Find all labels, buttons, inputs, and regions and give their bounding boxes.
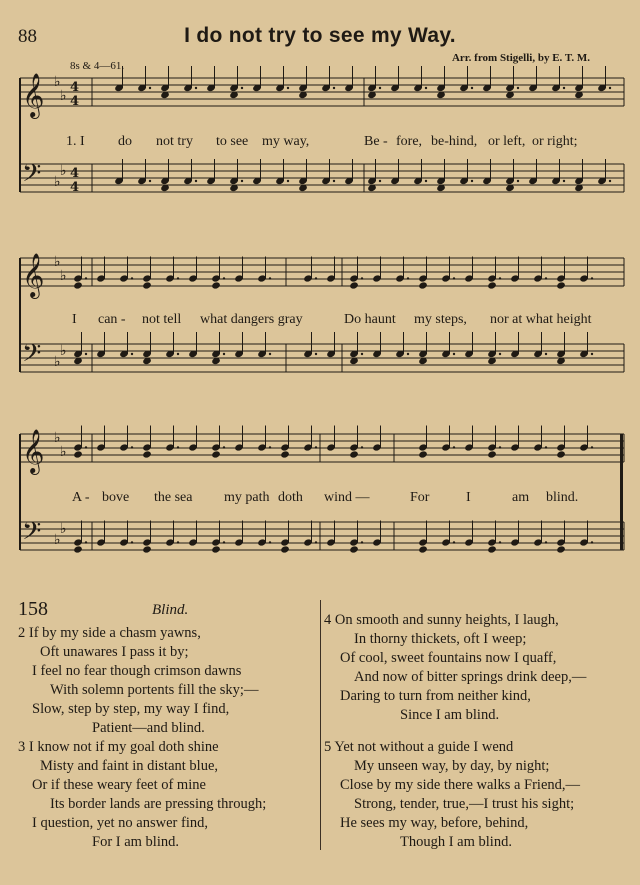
dot [269,277,271,279]
dot [149,180,151,182]
final-bar [620,434,623,550]
flat-sign: ♭ [60,521,67,537]
dot [361,277,363,279]
time-signature-digit: 4 [70,180,80,195]
treble-clef: 𝄞 [22,73,45,117]
dot [407,353,409,355]
dot [131,446,133,448]
verse-4 [324,611,586,725]
lyric-syllable: doth [278,490,303,505]
dot [591,353,593,355]
dot [269,353,271,355]
dot [149,87,151,89]
dot [333,87,335,89]
dot [85,446,87,448]
dot [609,87,611,89]
dot [379,180,381,182]
note-head [142,450,152,458]
note-head [418,545,428,553]
lyric-syllable: not try [156,134,193,149]
verse-line: Patient—and blind. [92,720,205,736]
lyric-syllable: blind. [546,490,579,505]
dot [545,446,547,448]
flat-sign: ♭ [54,74,61,90]
dot [425,180,427,182]
bass-clef: 𝄢 [22,159,42,194]
dot [131,353,133,355]
dot [287,180,289,182]
treble-clef: 𝄞 [22,253,45,297]
note-head [211,450,221,458]
verse-line: My unseen way, by day, by night; [354,758,550,774]
dot [177,277,179,279]
lyric-syllable: or right; [532,134,578,149]
dot [177,353,179,355]
note-head [487,545,497,553]
dot [177,541,179,543]
dot [315,446,317,448]
verse-line: Its border lands are pressing through; [50,796,267,812]
lyric-syllable: fore, [396,134,423,149]
flat-sign: ♭ [60,268,67,284]
dot [471,180,473,182]
verse-line: 5 Yet not without a guide I wend [324,739,514,755]
dot [223,353,225,355]
verse-line: For I am blind. [92,834,179,850]
dot [563,87,565,89]
lyric-syllable: my path [224,490,270,505]
dot [591,446,593,448]
bass-clef: 𝄢 [22,517,42,552]
hymn-number: 158 [18,598,48,620]
dot [333,180,335,182]
note-head [418,281,428,289]
note-head [556,545,566,553]
note-head [349,545,359,553]
verse-line: 3 I know not if my goal doth shine [18,739,219,755]
dot [315,277,317,279]
lyric-syllable: I [72,312,77,327]
lyric-syllable: not tell [142,312,182,327]
verse-line: Misty and faint in distant blue, [40,758,219,774]
flat-sign: ♭ [54,532,61,548]
verse-line: Slow, step by step, my way I find, [32,701,230,717]
lyric-syllable: the sea [154,490,193,505]
note-head [73,450,83,458]
dot [453,541,455,543]
dot [315,541,317,543]
dot [499,541,501,543]
note-head [211,545,221,553]
dot [287,87,289,89]
page-number: 88 [18,26,37,47]
dot [241,180,243,182]
lyric-syllable: my way, [262,134,310,149]
dot [85,277,87,279]
meter-label: 8s & 4—61. [70,60,125,72]
dot [609,180,611,182]
composer-credit: Arr. from Stigelli, by E. T. M. [451,52,590,64]
dot [591,541,593,543]
lyric-syllable: I [466,490,471,505]
flat-sign: ♭ [60,444,67,460]
verse-line: Or if these weary feet of mine [32,777,206,793]
verse-line: Strong, tender, true,—I trust his sight; [354,796,575,812]
lyric-syllable: nor at what height [490,312,592,327]
dot [453,277,455,279]
dot [241,87,243,89]
dot [591,277,593,279]
note-head [349,450,359,458]
time-signature-digit: 4 [70,94,80,109]
treble-clef: 𝄞 [22,429,45,473]
dot [517,180,519,182]
dot [223,446,225,448]
note-head [73,281,83,289]
verse-line: Daring to turn from neither kind, [340,688,531,704]
flat-sign: ♭ [54,174,61,190]
dot [517,87,519,89]
dot [425,87,427,89]
lyric-syllable: Do haunt [344,312,396,327]
lyric-syllable: to see [216,134,249,149]
verse-line: 4 On smooth and sunny heights, I laugh, [324,612,559,628]
verse-5 [324,738,580,852]
dot [195,180,197,182]
lyric-syllable: wind — [324,490,370,505]
dot [85,353,87,355]
verse-line: Of cool, sweet fountains now I quaff, [340,650,557,666]
verse-3 [18,738,266,852]
page-title: I do not try to see my Way. [184,24,456,47]
dot [407,277,409,279]
verse-line: Oft unawares I pass it by; [40,644,189,660]
lyric-syllable: can - [98,312,126,327]
dot [131,541,133,543]
verse-line: Close by my side there walks a Friend,— [340,777,581,793]
dot [379,87,381,89]
dot [453,353,455,355]
note-head [349,281,359,289]
note-head [487,281,497,289]
dot [471,87,473,89]
verse-line: I feel no fear though crimson dawns [32,663,242,679]
time-signature-digit: 4 [70,166,80,181]
flat-sign: ♭ [54,254,61,270]
flat-sign: ♭ [60,163,67,179]
verse-line: And now of bitter springs drink deep,— [354,669,587,685]
note-head [556,450,566,458]
note-head [556,281,566,289]
dot [545,277,547,279]
note-head [418,450,428,458]
lyric-syllable: For [410,490,430,505]
flat-sign: ♭ [60,343,67,359]
lyric-syllable: A - [72,490,90,505]
note-head [142,545,152,553]
dot [545,353,547,355]
flat-sign: ♭ [54,354,61,370]
note-head [280,545,290,553]
verse-2 [18,624,258,738]
column-divider [320,600,321,850]
flat-sign: ♭ [60,88,67,104]
dot [499,446,501,448]
dot [195,87,197,89]
dot [545,541,547,543]
verse-line: With solemn portents fill the sky;— [50,682,259,698]
lyric-syllable: what dangers gray [200,312,303,327]
bass-clef: 𝄢 [22,339,42,374]
verse-line: 2 If by my side a chasm yawns, [18,625,201,641]
dot [361,541,363,543]
dot [131,277,133,279]
flat-sign: ♭ [54,430,61,446]
dot [269,541,271,543]
lyric-syllable: am [512,490,530,505]
lyric-syllable: do [118,134,132,149]
hymn-subtitle: Blind. [152,602,189,618]
dot [177,446,179,448]
dot [223,541,225,543]
note-head [211,281,221,289]
dot [269,446,271,448]
lyric-syllable: or left, [488,134,526,149]
lyric-syllable: Be - [364,134,388,149]
dot [499,277,501,279]
note-head [280,450,290,458]
dot [453,446,455,448]
note-head [487,450,497,458]
lyric-syllable: my steps, [414,312,467,327]
lyric-syllable: 1. I [66,134,85,149]
verse-line: I question, yet no answer find, [32,815,208,831]
verse-line: Since I am blind. [400,707,500,723]
lyric-syllable: be-hind, [431,134,478,149]
verse-line: He sees my way, before, behind, [340,815,529,831]
verse-line: In thorny thickets, oft I weep; [354,631,527,647]
dot [223,277,225,279]
dot [315,353,317,355]
dot [499,353,501,355]
time-signature-digit: 4 [70,80,80,95]
dot [563,180,565,182]
dot [85,541,87,543]
lyric-syllable: bove [102,490,130,505]
note-head [73,545,83,553]
dot [361,353,363,355]
note-head [142,281,152,289]
dot [361,446,363,448]
verse-line: Though I am blind. [400,834,512,850]
